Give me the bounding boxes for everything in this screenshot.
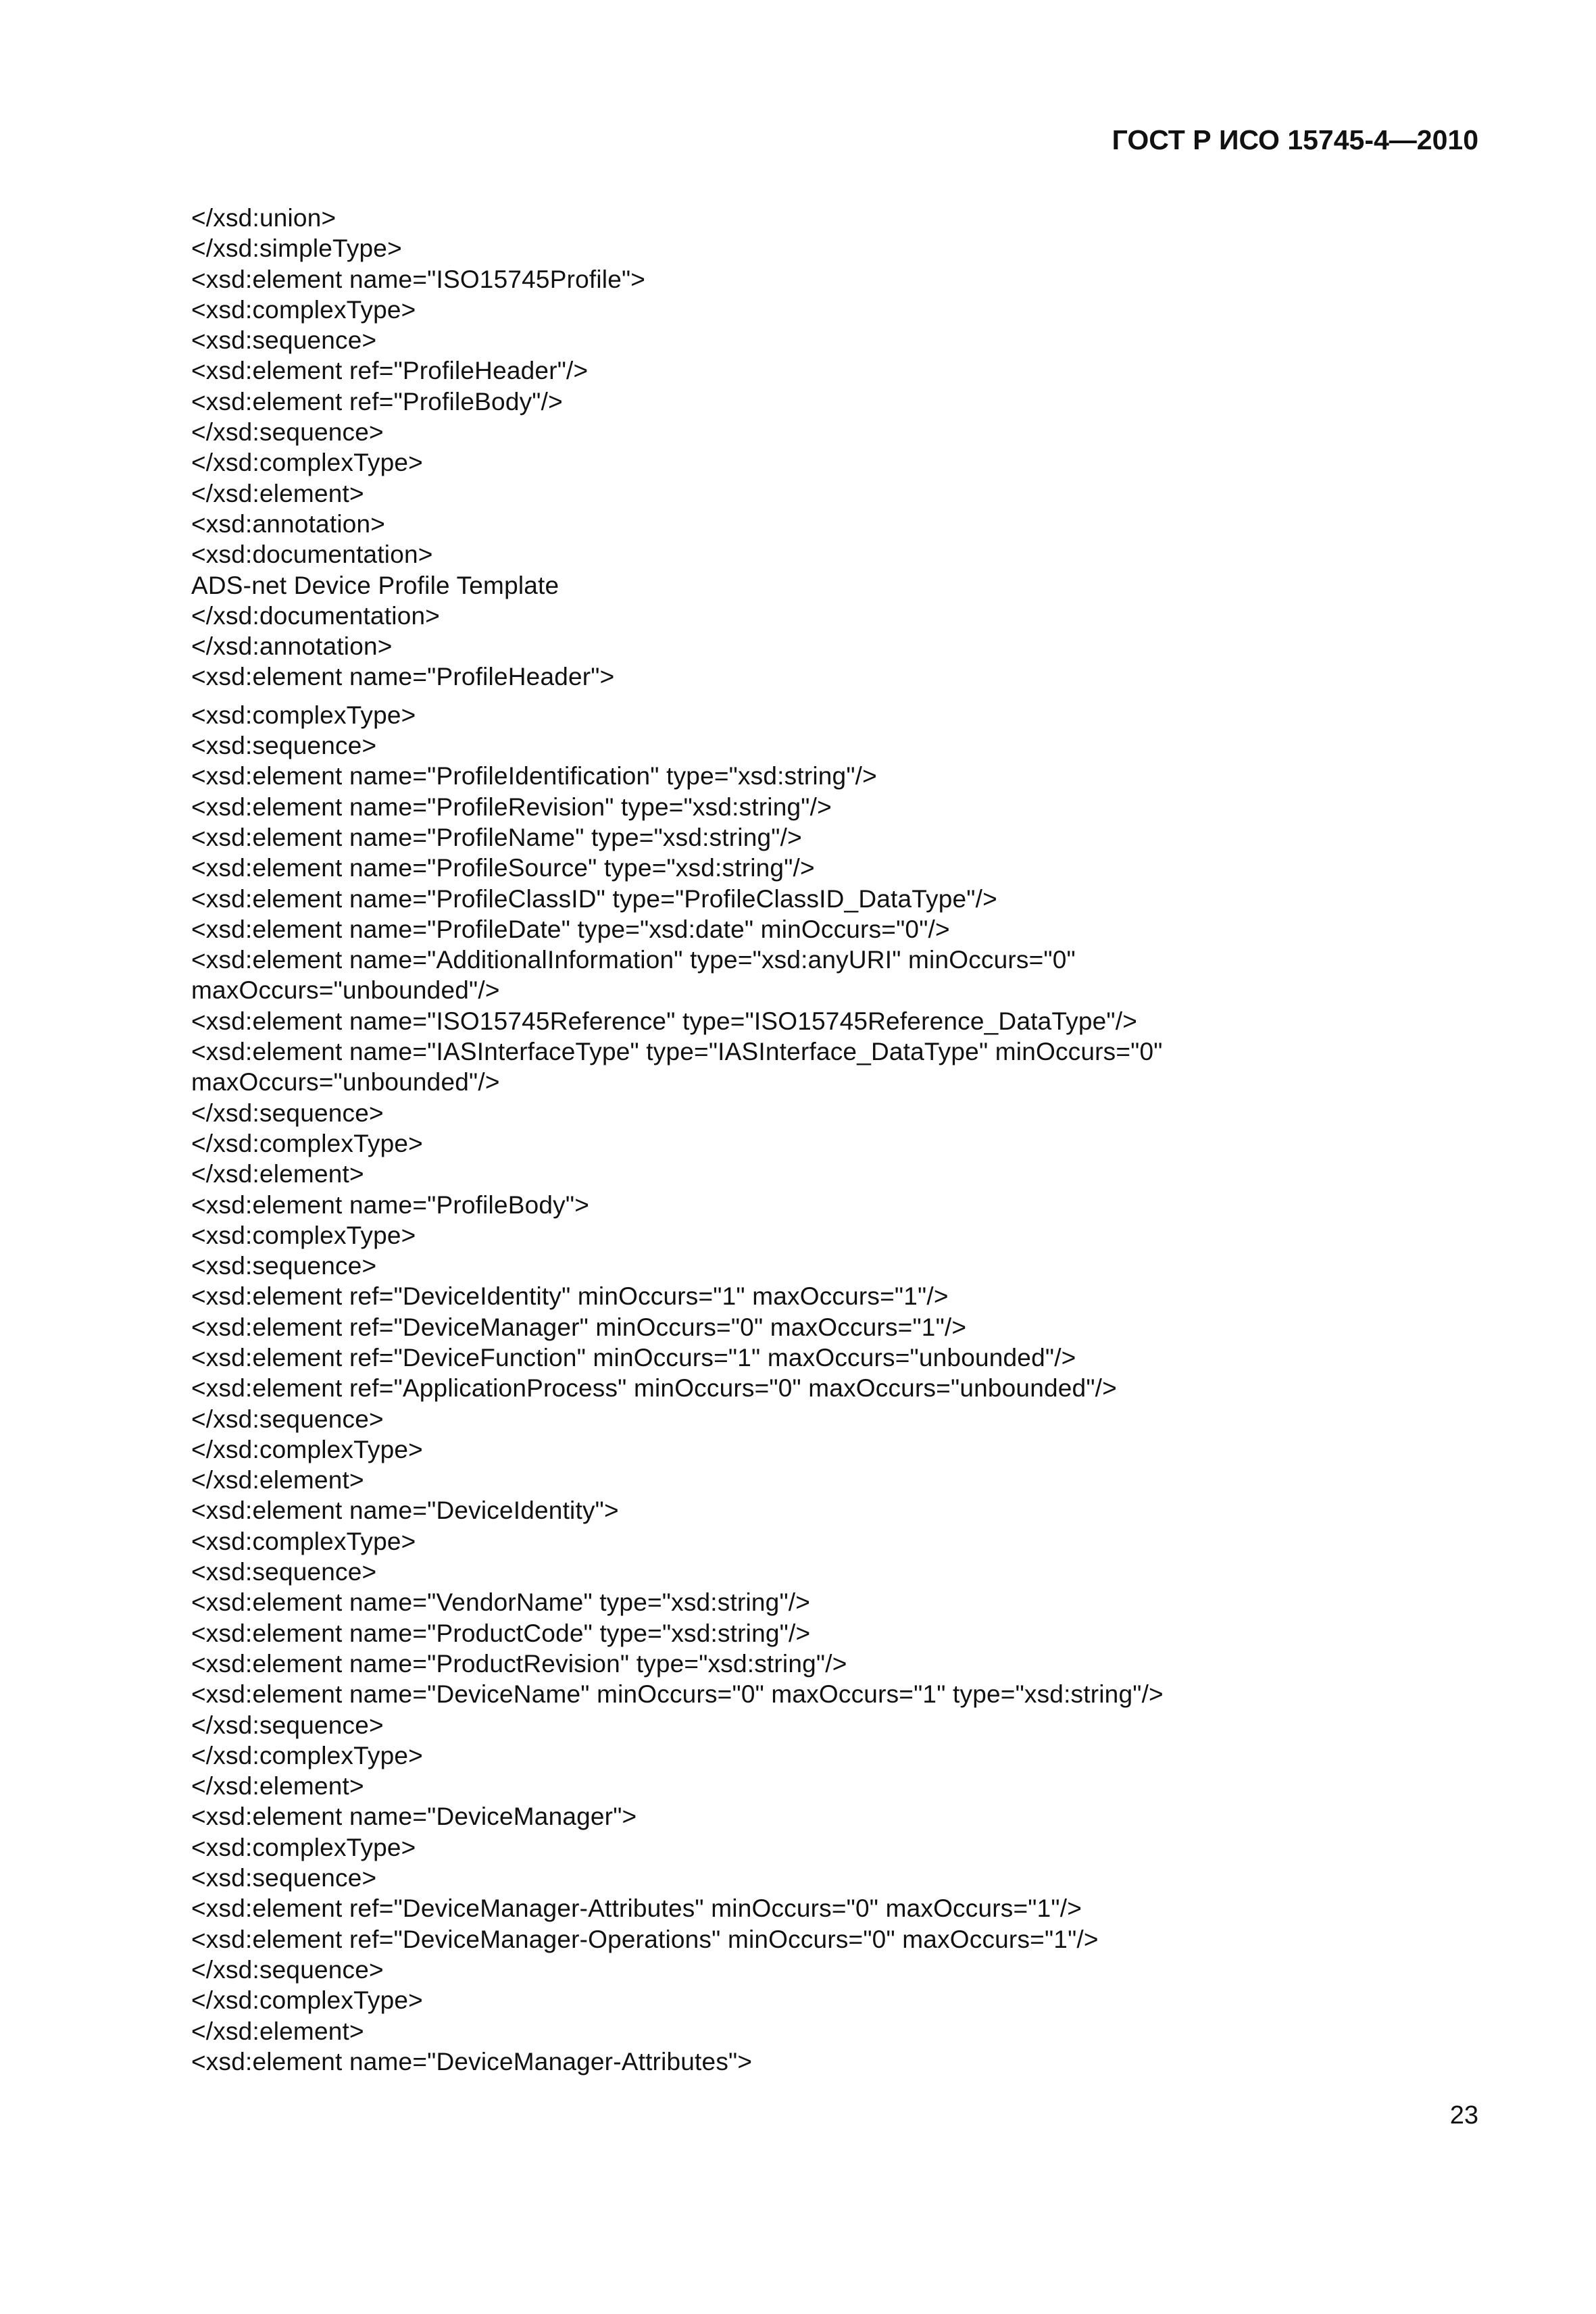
code-line: <xsd:element ref="DeviceManager-Operations" minOccurs="0" maxOccurs="1"/> xyxy=(191,1925,1099,1953)
code-line: <xsd:element ref="ProfileHeader"/> xyxy=(191,357,589,385)
code-line: </xsd:documentation> xyxy=(191,601,441,630)
code-line: </xsd:sequence> xyxy=(191,1099,384,1127)
code-line: <xsd:element name="ProductRevision" type="xsd:string"/> xyxy=(191,1649,847,1678)
code-line: </xsd:element> xyxy=(191,1772,364,1801)
code-line: <xsd:sequence> xyxy=(191,1558,377,1586)
code-line: </xsd:complexType> xyxy=(191,1986,423,2015)
page-number: 23 xyxy=(1449,2101,1478,2130)
code-line: <xsd:element name="ProfileHeader"> xyxy=(191,663,615,691)
code-line: <xsd:complexType> xyxy=(191,1833,416,1861)
code-line: <xsd:sequence> xyxy=(191,1252,377,1280)
code-line: <xsd:element ref="DeviceIdentity" minOccurs="1" maxOccurs="1"/> xyxy=(191,1282,949,1311)
code-line: maxOccurs="unbounded"/> xyxy=(191,1068,500,1097)
code-line: <xsd:element name="ISO15745Reference" type="ISO15745Reference_DataType"/> xyxy=(191,1007,1138,1035)
code-line: </xsd:sequence> xyxy=(191,1405,384,1433)
code-line: </xsd:sequence> xyxy=(191,1955,384,1984)
code-line: <xsd:complexType> xyxy=(191,1221,416,1249)
code-line: </xsd:complexType> xyxy=(191,1129,423,1157)
code-line: <xsd:element name="DeviceName" minOccurs="0" maxOccurs="1" type="xsd:string"/> xyxy=(191,1680,1164,1709)
code-line: <xsd:element ref="DeviceFunction" minOccurs="1" maxOccurs="unbounded"/> xyxy=(191,1343,1076,1372)
code-line: <xsd:element ref="ProfileBody"/> xyxy=(191,387,563,416)
document-header: ГОСТ Р ИСО 15745-4—2010 xyxy=(1112,124,1478,155)
code-line: maxOccurs="unbounded"/> xyxy=(191,976,500,1005)
code-line: <xsd:element name="AdditionalInformation" type="xsd:anyURI" minOccurs="0" xyxy=(191,946,1076,974)
code-line: </xsd:complexType> xyxy=(191,1741,423,1769)
section-gap xyxy=(191,693,1475,700)
code-line: </xsd:union> xyxy=(191,204,336,232)
code-line: <xsd:element ref="DeviceManager" minOccurs="0" maxOccurs="1"/> xyxy=(191,1313,967,1341)
code-section-1 xyxy=(191,203,1475,693)
code-line: <xsd:documentation> xyxy=(191,540,433,569)
code-line: <xsd:element name="ProfileIdentification" type="xsd:string"/> xyxy=(191,762,877,790)
code-line: <xsd:element name="ProductCode" type="xsd:string"/> xyxy=(191,1619,811,1647)
code-line: </xsd:complexType> xyxy=(191,1435,423,1463)
code-line: <xsd:element name="IASInterfaceType" type="IASInterface_DataType" minOccurs="0" xyxy=(191,1038,1163,1066)
code-line: <xsd:annotation> xyxy=(191,509,386,538)
code-line: <xsd:sequence> xyxy=(191,326,377,355)
code-line: <xsd:element name="DeviceManager"> xyxy=(191,1803,637,1831)
code-section-2 xyxy=(191,700,1475,2077)
code-line: <xsd:element name="ProfileDate" type="xsd:date" minOccurs="0"/> xyxy=(191,915,950,943)
code-line: <xsd:complexType> xyxy=(191,1527,416,1555)
code-line: <xsd:element name="ProfileBody"> xyxy=(191,1190,590,1219)
code-line: </xsd:element> xyxy=(191,2017,364,2045)
code-line: <xsd:element name="VendorName" type="xsd:string"/> xyxy=(191,1588,811,1617)
code-line: <xsd:element name="ProfileName" type="xsd:string"/> xyxy=(191,823,802,851)
code-line: <xsd:element name="ProfileClassID" type="ProfileClassID_DataType"/> xyxy=(191,884,997,913)
code-line: <xsd:element name="ProfileRevision" type="xsd:string"/> xyxy=(191,793,832,821)
code-line: <xsd:element name="DeviceManager-Attributes"> xyxy=(191,2047,753,2076)
code-line: </xsd:element> xyxy=(191,1160,364,1188)
code-line: <xsd:element name="DeviceIdentity"> xyxy=(191,1496,619,1525)
code-line: <xsd:element ref="ApplicationProcess" minOccurs="0" maxOccurs="unbounded"/> xyxy=(191,1374,1117,1403)
code-line: <xsd:sequence> xyxy=(191,732,377,760)
code-line: </xsd:complexType> xyxy=(191,449,423,477)
code-line: <xsd:complexType> xyxy=(191,701,416,729)
code-line: </xsd:sequence> xyxy=(191,1711,384,1739)
code-line: ADS-net Device Profile Template xyxy=(191,571,559,599)
code-line: </xsd:element> xyxy=(191,479,364,507)
xsd-code-block xyxy=(191,203,1475,2077)
code-line: <xsd:complexType> xyxy=(191,295,416,324)
code-line: </xsd:sequence> xyxy=(191,418,384,447)
code-line: <xsd:element name="ISO15745Profile"> xyxy=(191,265,646,293)
code-line: </xsd:element> xyxy=(191,1466,364,1494)
code-line: <xsd:element name="ProfileSource" type="xsd:string"/> xyxy=(191,854,815,882)
code-line: </xsd:annotation> xyxy=(191,632,393,661)
code-line: </xsd:simpleType> xyxy=(191,234,402,263)
code-line: <xsd:sequence> xyxy=(191,1864,377,1892)
code-line: <xsd:element ref="DeviceManager-Attributes" minOccurs="0" maxOccurs="1"/> xyxy=(191,1894,1082,1923)
